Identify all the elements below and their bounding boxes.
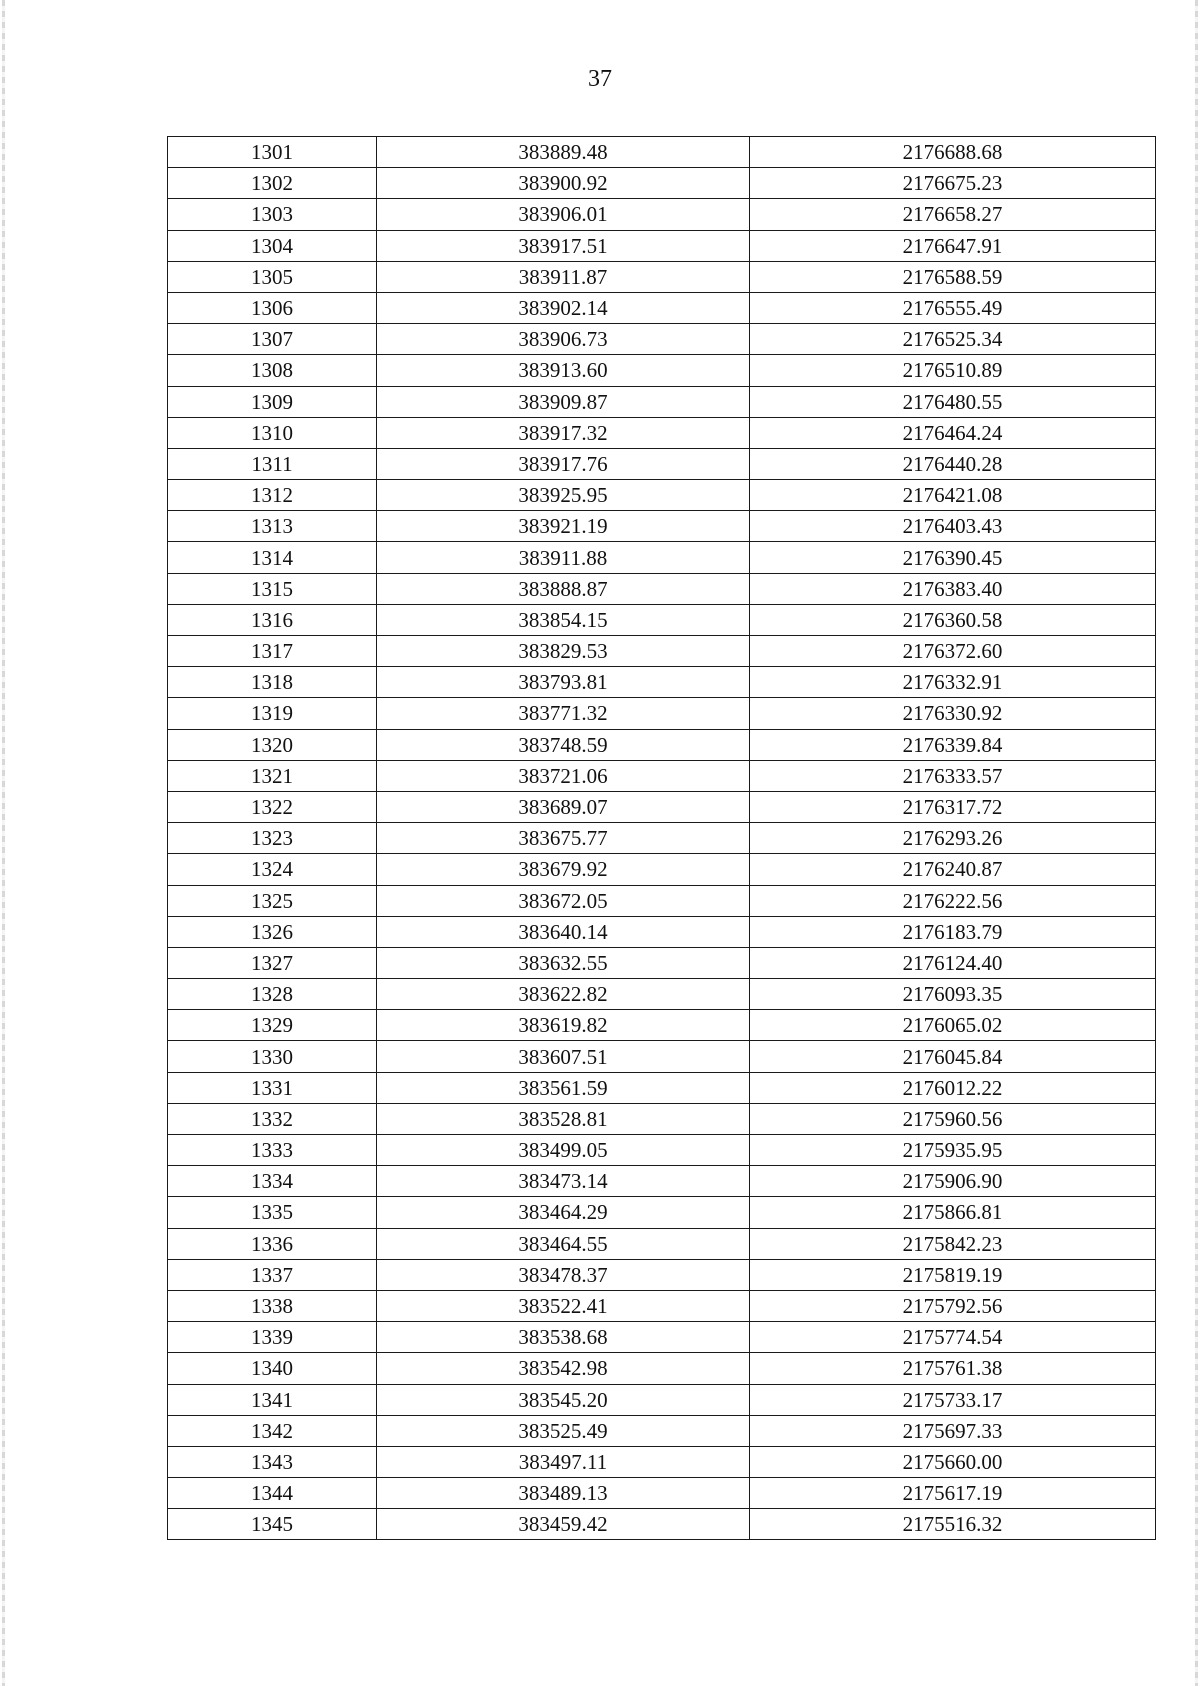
- x-coordinate-cell: 383909.87: [377, 386, 750, 417]
- table-row: [168, 168, 1156, 199]
- table-row: [168, 823, 1156, 854]
- y-coordinate-cell: 2175819.19: [750, 1259, 1156, 1290]
- x-coordinate-cell: 383542.98: [377, 1353, 750, 1384]
- y-coordinate-cell: 2175792.56: [750, 1290, 1156, 1321]
- point-number-cell: 1344: [168, 1478, 377, 1509]
- scan-edge-right: [1195, 0, 1198, 1686]
- x-coordinate-cell: 383522.41: [377, 1290, 750, 1321]
- y-coordinate-cell: 2175516.32: [750, 1509, 1156, 1540]
- point-number-cell: 1342: [168, 1415, 377, 1446]
- page-number: 37: [588, 66, 612, 92]
- point-number-cell: 1306: [168, 292, 377, 323]
- table-row: [168, 604, 1156, 635]
- y-coordinate-cell: 2176339.84: [750, 729, 1156, 760]
- point-number-cell: 1328: [168, 979, 377, 1010]
- point-number-cell: 1341: [168, 1384, 377, 1415]
- table-row: [168, 636, 1156, 667]
- table-row: [168, 1135, 1156, 1166]
- y-coordinate-cell: 2176647.91: [750, 230, 1156, 261]
- table-row: [168, 1478, 1156, 1509]
- y-coordinate-cell: 2176675.23: [750, 168, 1156, 199]
- x-coordinate-cell: 383478.37: [377, 1259, 750, 1290]
- point-number-cell: 1337: [168, 1259, 377, 1290]
- y-coordinate-cell: 2176183.79: [750, 916, 1156, 947]
- point-number-cell: 1302: [168, 168, 377, 199]
- y-coordinate-cell: 2176012.22: [750, 1072, 1156, 1103]
- y-coordinate-cell: 2175842.23: [750, 1228, 1156, 1259]
- point-number-cell: 1324: [168, 854, 377, 885]
- x-coordinate-cell: 383721.06: [377, 760, 750, 791]
- x-coordinate-cell: 383906.01: [377, 199, 750, 230]
- y-coordinate-cell: 2176317.72: [750, 791, 1156, 822]
- x-coordinate-cell: 383917.51: [377, 230, 750, 261]
- table-row: [168, 480, 1156, 511]
- y-coordinate-cell: 2176293.26: [750, 823, 1156, 854]
- table-row: [168, 979, 1156, 1010]
- x-coordinate-cell: 383525.49: [377, 1415, 750, 1446]
- x-coordinate-cell: 383829.53: [377, 636, 750, 667]
- y-coordinate-cell: 2176240.87: [750, 854, 1156, 885]
- table-row: [168, 1509, 1156, 1540]
- y-coordinate-cell: 2175697.33: [750, 1415, 1156, 1446]
- y-coordinate-cell: 2176333.57: [750, 760, 1156, 791]
- table-row: [168, 1103, 1156, 1134]
- table-row: [168, 1041, 1156, 1072]
- y-coordinate-cell: 2175960.56: [750, 1103, 1156, 1134]
- x-coordinate-cell: 383675.77: [377, 823, 750, 854]
- y-coordinate-cell: 2175733.17: [750, 1384, 1156, 1415]
- table-row: [168, 1322, 1156, 1353]
- table-row: [168, 324, 1156, 355]
- x-coordinate-cell: 383906.73: [377, 324, 750, 355]
- point-number-cell: 1326: [168, 916, 377, 947]
- y-coordinate-cell: 2176421.08: [750, 480, 1156, 511]
- table-row: [168, 885, 1156, 916]
- y-coordinate-cell: 2176360.58: [750, 604, 1156, 635]
- point-number-cell: 1329: [168, 1010, 377, 1041]
- x-coordinate-cell: 383528.81: [377, 1103, 750, 1134]
- coordinates-table-body: [168, 137, 1156, 1540]
- table-row: [168, 1415, 1156, 1446]
- y-coordinate-cell: 2176403.43: [750, 511, 1156, 542]
- y-coordinate-cell: 2175935.95: [750, 1135, 1156, 1166]
- table-row: [168, 542, 1156, 573]
- y-coordinate-cell: 2176464.24: [750, 417, 1156, 448]
- point-number-cell: 1336: [168, 1228, 377, 1259]
- y-coordinate-cell: 2176555.49: [750, 292, 1156, 323]
- table-row: [168, 854, 1156, 885]
- point-number-cell: 1307: [168, 324, 377, 355]
- x-coordinate-cell: 383793.81: [377, 667, 750, 698]
- table-row: [168, 1197, 1156, 1228]
- x-coordinate-cell: 383913.60: [377, 355, 750, 386]
- point-number-cell: 1312: [168, 480, 377, 511]
- point-number-cell: 1333: [168, 1135, 377, 1166]
- y-coordinate-cell: 2176093.35: [750, 979, 1156, 1010]
- table-row: [168, 698, 1156, 729]
- table-row: [168, 573, 1156, 604]
- point-number-cell: 1335: [168, 1197, 377, 1228]
- x-coordinate-cell: 383888.87: [377, 573, 750, 604]
- y-coordinate-cell: 2175761.38: [750, 1353, 1156, 1384]
- y-coordinate-cell: 2176688.68: [750, 137, 1156, 168]
- table-row: [168, 667, 1156, 698]
- x-coordinate-cell: 383464.55: [377, 1228, 750, 1259]
- x-coordinate-cell: 383902.14: [377, 292, 750, 323]
- x-coordinate-cell: 383748.59: [377, 729, 750, 760]
- point-number-cell: 1334: [168, 1166, 377, 1197]
- x-coordinate-cell: 383497.11: [377, 1446, 750, 1477]
- table-row: [168, 448, 1156, 479]
- x-coordinate-cell: 383925.95: [377, 480, 750, 511]
- point-number-cell: 1305: [168, 261, 377, 292]
- x-coordinate-cell: 383917.76: [377, 448, 750, 479]
- y-coordinate-cell: 2176222.56: [750, 885, 1156, 916]
- y-coordinate-cell: 2175906.90: [750, 1166, 1156, 1197]
- point-number-cell: 1327: [168, 947, 377, 978]
- point-number-cell: 1301: [168, 137, 377, 168]
- y-coordinate-cell: 2176658.27: [750, 199, 1156, 230]
- x-coordinate-cell: 383689.07: [377, 791, 750, 822]
- x-coordinate-cell: 383672.05: [377, 885, 750, 916]
- x-coordinate-cell: 383900.92: [377, 168, 750, 199]
- y-coordinate-cell: 2176588.59: [750, 261, 1156, 292]
- table-row: [168, 261, 1156, 292]
- table-row: [168, 947, 1156, 978]
- y-coordinate-cell: 2176440.28: [750, 448, 1156, 479]
- table-row: [168, 916, 1156, 947]
- table-row: [168, 1072, 1156, 1103]
- table-row: [168, 292, 1156, 323]
- point-number-cell: 1331: [168, 1072, 377, 1103]
- x-coordinate-cell: 383489.13: [377, 1478, 750, 1509]
- table-row: [168, 1010, 1156, 1041]
- point-number-cell: 1321: [168, 760, 377, 791]
- scan-edge-left: [2, 0, 5, 1686]
- y-coordinate-cell: 2175617.19: [750, 1478, 1156, 1509]
- x-coordinate-cell: 383640.14: [377, 916, 750, 947]
- point-number-cell: 1313: [168, 511, 377, 542]
- point-number-cell: 1345: [168, 1509, 377, 1540]
- table-row: [168, 1228, 1156, 1259]
- y-coordinate-cell: 2176045.84: [750, 1041, 1156, 1072]
- x-coordinate-cell: 383619.82: [377, 1010, 750, 1041]
- table-row: [168, 1290, 1156, 1321]
- x-coordinate-cell: 383499.05: [377, 1135, 750, 1166]
- y-coordinate-cell: 2175660.00: [750, 1446, 1156, 1477]
- coordinates-table: [167, 136, 1156, 1540]
- point-number-cell: 1343: [168, 1446, 377, 1477]
- point-number-cell: 1338: [168, 1290, 377, 1321]
- y-coordinate-cell: 2176372.60: [750, 636, 1156, 667]
- table-row: [168, 1384, 1156, 1415]
- point-number-cell: 1318: [168, 667, 377, 698]
- point-number-cell: 1322: [168, 791, 377, 822]
- table-row: [168, 760, 1156, 791]
- y-coordinate-cell: 2176332.91: [750, 667, 1156, 698]
- point-number-cell: 1320: [168, 729, 377, 760]
- x-coordinate-cell: 383545.20: [377, 1384, 750, 1415]
- x-coordinate-cell: 383917.32: [377, 417, 750, 448]
- table-row: [168, 729, 1156, 760]
- x-coordinate-cell: 383622.82: [377, 979, 750, 1010]
- table-row: [168, 355, 1156, 386]
- table-row: [168, 1353, 1156, 1384]
- x-coordinate-cell: 383561.59: [377, 1072, 750, 1103]
- point-number-cell: 1308: [168, 355, 377, 386]
- x-coordinate-cell: 383854.15: [377, 604, 750, 635]
- table-row: [168, 386, 1156, 417]
- point-number-cell: 1316: [168, 604, 377, 635]
- y-coordinate-cell: 2176124.40: [750, 947, 1156, 978]
- x-coordinate-cell: 383459.42: [377, 1509, 750, 1540]
- point-number-cell: 1332: [168, 1103, 377, 1134]
- point-number-cell: 1310: [168, 417, 377, 448]
- table-row: [168, 230, 1156, 261]
- table-row: [168, 417, 1156, 448]
- table-row: [168, 137, 1156, 168]
- y-coordinate-cell: 2176390.45: [750, 542, 1156, 573]
- x-coordinate-cell: 383911.87: [377, 261, 750, 292]
- point-number-cell: 1339: [168, 1322, 377, 1353]
- point-number-cell: 1323: [168, 823, 377, 854]
- point-number-cell: 1319: [168, 698, 377, 729]
- y-coordinate-cell: 2176480.55: [750, 386, 1156, 417]
- point-number-cell: 1325: [168, 885, 377, 916]
- y-coordinate-cell: 2175774.54: [750, 1322, 1156, 1353]
- table-row: [168, 511, 1156, 542]
- x-coordinate-cell: 383632.55: [377, 947, 750, 978]
- point-number-cell: 1303: [168, 199, 377, 230]
- point-number-cell: 1317: [168, 636, 377, 667]
- table-row: [168, 1259, 1156, 1290]
- table-row: [168, 199, 1156, 230]
- y-coordinate-cell: 2176383.40: [750, 573, 1156, 604]
- point-number-cell: 1311: [168, 448, 377, 479]
- y-coordinate-cell: 2176510.89: [750, 355, 1156, 386]
- table-row: [168, 1446, 1156, 1477]
- y-coordinate-cell: 2176525.34: [750, 324, 1156, 355]
- x-coordinate-cell: 383911.88: [377, 542, 750, 573]
- x-coordinate-cell: 383607.51: [377, 1041, 750, 1072]
- y-coordinate-cell: 2176065.02: [750, 1010, 1156, 1041]
- x-coordinate-cell: 383473.14: [377, 1166, 750, 1197]
- point-number-cell: 1309: [168, 386, 377, 417]
- y-coordinate-cell: 2175866.81: [750, 1197, 1156, 1228]
- point-number-cell: 1314: [168, 542, 377, 573]
- point-number-cell: 1340: [168, 1353, 377, 1384]
- point-number-cell: 1304: [168, 230, 377, 261]
- point-number-cell: 1330: [168, 1041, 377, 1072]
- x-coordinate-cell: 383464.29: [377, 1197, 750, 1228]
- x-coordinate-cell: 383921.19: [377, 511, 750, 542]
- x-coordinate-cell: 383538.68: [377, 1322, 750, 1353]
- y-coordinate-cell: 2176330.92: [750, 698, 1156, 729]
- table-row: [168, 791, 1156, 822]
- x-coordinate-cell: 383771.32: [377, 698, 750, 729]
- x-coordinate-cell: 383679.92: [377, 854, 750, 885]
- x-coordinate-cell: 383889.48: [377, 137, 750, 168]
- table-row: [168, 1166, 1156, 1197]
- point-number-cell: 1315: [168, 573, 377, 604]
